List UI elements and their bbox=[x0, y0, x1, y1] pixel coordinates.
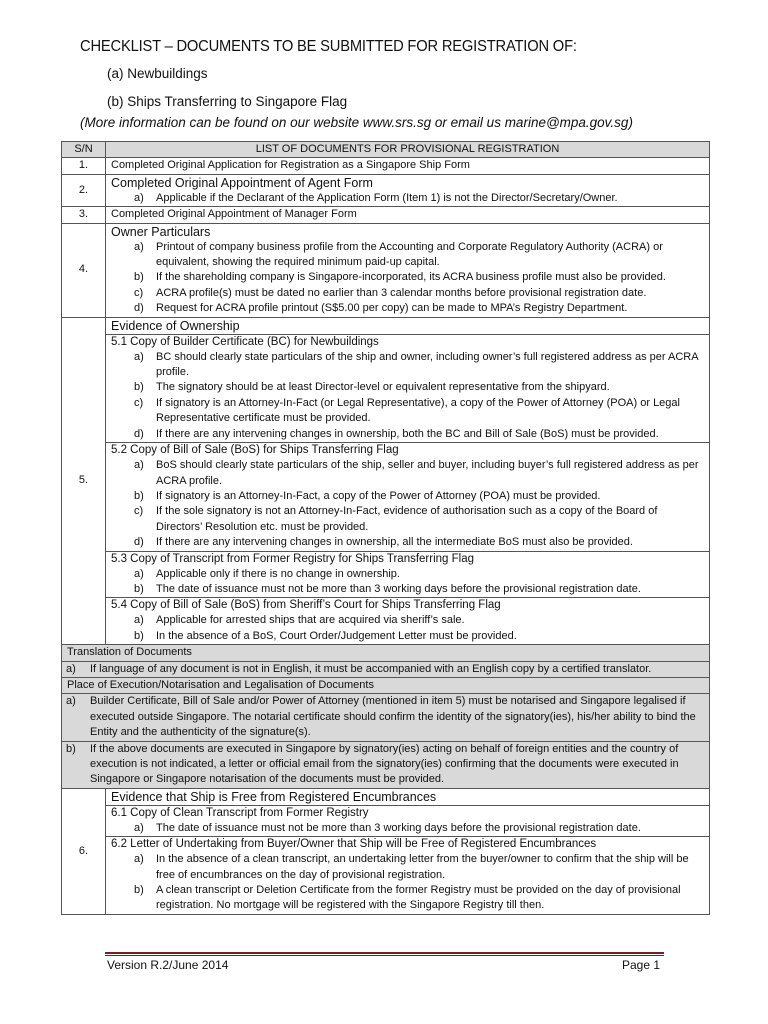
row-title: Evidence of Ownership bbox=[111, 318, 240, 333]
subsection-heading: 6.2 Letter of Undertaking from Buyer/Owner that Ship will be Free of Registered Encumbrances bbox=[111, 838, 597, 851]
list-item: d) If there are any intervening changes in ownership, both the BC and Bill of Sale (BoS) must be provided. bbox=[134, 427, 659, 440]
execution-heading-row bbox=[62, 677, 710, 693]
row-title: Evidence that Ship is Free from Registered Encumbrances bbox=[111, 789, 437, 804]
list-item: c) If signatory is an Attorney-In-Fact (or Legal Representative), a copy of the Power of Attorney (POA) or Legal Representative certificate must be provided. bbox=[134, 396, 680, 425]
list-item: a) Printout of company business profile from the Accounting and Corporate Regulatory Authority (ACRA) or equivalent, showing the required minimum paid-up capital. bbox=[134, 240, 663, 269]
subsection-heading: 5.1 Copy of Builder Certificate (BC) for Newbuildings bbox=[111, 335, 379, 348]
row-content bbox=[106, 788, 710, 914]
list-item: b) In the absence of a BoS, Court Order/Judgement Letter must be provided. bbox=[134, 629, 517, 642]
more-info-note: (More information can be found on our website www.srs.sg or email us marine@mpa.gov.sg) bbox=[80, 115, 633, 130]
execution-heading: Place of Execution/Notarisation and Legalisation of Documents bbox=[62, 677, 710, 693]
version-label: Version R.2/June 2014 bbox=[107, 958, 229, 972]
execution-item: a) Builder Certificate, Bill of Sale and/or Power of Attorney (mentioned in item 5) must be notarised and Singapore legalised if executed outside Singapore. The notarial certificate should confirm the identity of the signatory(ies), his/her ability to bind the Entity and the authenticity of the signature(s). bbox=[62, 694, 710, 741]
list-item: b) A clean transcript or Deletion Certificate from the former Registry must be provided on the day of provisional registration. No mortgage will be registered with the Singapore Registry till then. bbox=[134, 884, 681, 912]
footer-rule bbox=[105, 952, 664, 954]
list-item: a) The date of issuance must not be more than 3 working days before the provisional registration date. bbox=[134, 821, 641, 834]
row-title: Owner Particulars bbox=[111, 224, 211, 239]
row-number: 6. bbox=[62, 788, 106, 914]
table-row bbox=[62, 174, 710, 206]
col-list-header: LIST OF DOCUMENTS FOR PROVISIONAL REGISTRATION bbox=[106, 142, 710, 158]
list-item: b) The date of issuance must not be more than 3 working days before the provisional registration date. bbox=[134, 582, 641, 595]
row-title: Completed Original Appointment of Manager Form bbox=[106, 207, 710, 223]
list-item: c) If the sole signatory is not an Attorney-In-Fact, evidence of authorisation such as a copy of the Board of Directors’ Resolution etc. must be provided. bbox=[134, 505, 658, 533]
subsection-6-2 bbox=[106, 836, 709, 914]
row-number: 2. bbox=[62, 174, 106, 206]
subsection-6-1 bbox=[106, 805, 709, 836]
execution-item: b) If the above documents are executed in Singapore by signatory(ies) acting on behalf of foreign entities and the country of execution is not indicated, a letter or official email from the signatory(ies) confirming that the documents were executed in Singapore or Singapore notarisation of the documents must be provided. bbox=[62, 741, 710, 788]
subsection-5-3 bbox=[106, 551, 709, 598]
footer-rule-thin bbox=[105, 955, 664, 956]
table-row bbox=[62, 158, 710, 174]
list-item: d) If there are any intervening changes in ownership, all the intermediate BoS must also be provided. bbox=[134, 536, 633, 549]
page-number: Page 1 bbox=[622, 958, 661, 972]
subsection-5-1 bbox=[106, 334, 709, 442]
list-item: a) BoS should clearly state particulars of the ship, seller and buyer, including buyer’s full registered address as per ACRA profile. bbox=[134, 459, 699, 487]
table-row bbox=[62, 207, 710, 223]
subsection-heading: 6.1 Copy of Clean Transcript from Former Registry bbox=[111, 806, 369, 819]
subsection-heading: 5.3 Copy of Transcript from Former Registry for Ships Transferring Flag bbox=[111, 552, 475, 565]
row-number: 1. bbox=[62, 158, 106, 174]
option-newbuildings: (a) Newbuildings bbox=[107, 66, 208, 81]
list-item: b) The signatory should be at least Director-level or equivalent representative from the shipyard. bbox=[134, 381, 610, 394]
list-item: a) Applicable if the Declarant of the Application Form (Item 1) is not the Director/Secretary/Owner. bbox=[134, 191, 618, 204]
row-content bbox=[106, 317, 710, 645]
subsection-5-4 bbox=[106, 597, 709, 644]
row-title: Completed Original Application for Registration as a Singapore Ship Form bbox=[106, 158, 710, 174]
list-item: a) Applicable only if there is no change in ownership. bbox=[134, 567, 400, 580]
translation-row bbox=[62, 661, 710, 677]
row-title: Completed Original Appointment of Agent Form bbox=[111, 175, 373, 190]
execution-row-b bbox=[62, 741, 710, 788]
list-item: c) ACRA profile(s) must be dated no earlier than 3 calendar months before provisional registration date. bbox=[134, 286, 647, 299]
subsection-heading: 5.4 Copy of Bill of Sale (BoS) from Sheriff’s Court for Ships Transferring Flag bbox=[111, 599, 501, 612]
row-number: 3. bbox=[62, 207, 106, 223]
table-row bbox=[62, 788, 710, 914]
row-content bbox=[106, 174, 710, 206]
list-item: b) If the shareholding company is Singapore-incorporated, its ACRA business profile must also be provided. bbox=[134, 271, 666, 284]
translation-heading-row bbox=[62, 645, 710, 661]
translation-item: a) If language of any document is not in English, it must be accompanied with an English copy by a certified translator. bbox=[62, 661, 710, 677]
document-title: CHECKLIST – DOCUMENTS TO BE SUBMITTED FOR REGISTRATION OF: bbox=[80, 38, 577, 55]
table-row bbox=[62, 317, 710, 645]
subsection-5-2 bbox=[106, 442, 709, 550]
table-row bbox=[62, 223, 710, 317]
checklist-table bbox=[61, 141, 710, 915]
subsection-heading: 5.2 Copy of Bill of Sale (BoS) for Ships Transferring Flag bbox=[111, 444, 399, 457]
list-item: a) BC should clearly state particulars of the ship and owner, including owner’s full registered address as per ACRA profile. bbox=[134, 350, 698, 379]
list-item: a) Applicable for arrested ships that are acquired via sheriff’s sale. bbox=[134, 614, 465, 627]
list-item: a) In the absence of a clean transcript, an undertaking letter from the buyer/owner to confirm that the ship will be free of encumbrances on the day of provisional registration. bbox=[134, 853, 689, 881]
row-number: 4. bbox=[62, 223, 106, 317]
execution-row-a bbox=[62, 694, 710, 741]
list-item: d) Request for ACRA profile printout (S$5.00 per copy) can be made to MPA’s Registry Department. bbox=[134, 302, 628, 315]
table-header-row bbox=[62, 142, 710, 158]
row-content bbox=[106, 223, 710, 317]
list-item: b) If signatory is an Attorney-In-Fact, a copy of the Power of Attorney (POA) must be provided. bbox=[134, 489, 601, 502]
col-sn-header: S/N bbox=[62, 142, 106, 158]
row-number: 5. bbox=[62, 317, 106, 645]
option-transfer-flag: (b) Ships Transferring to Singapore Flag bbox=[107, 94, 348, 109]
translation-heading: Translation of Documents bbox=[62, 645, 710, 661]
